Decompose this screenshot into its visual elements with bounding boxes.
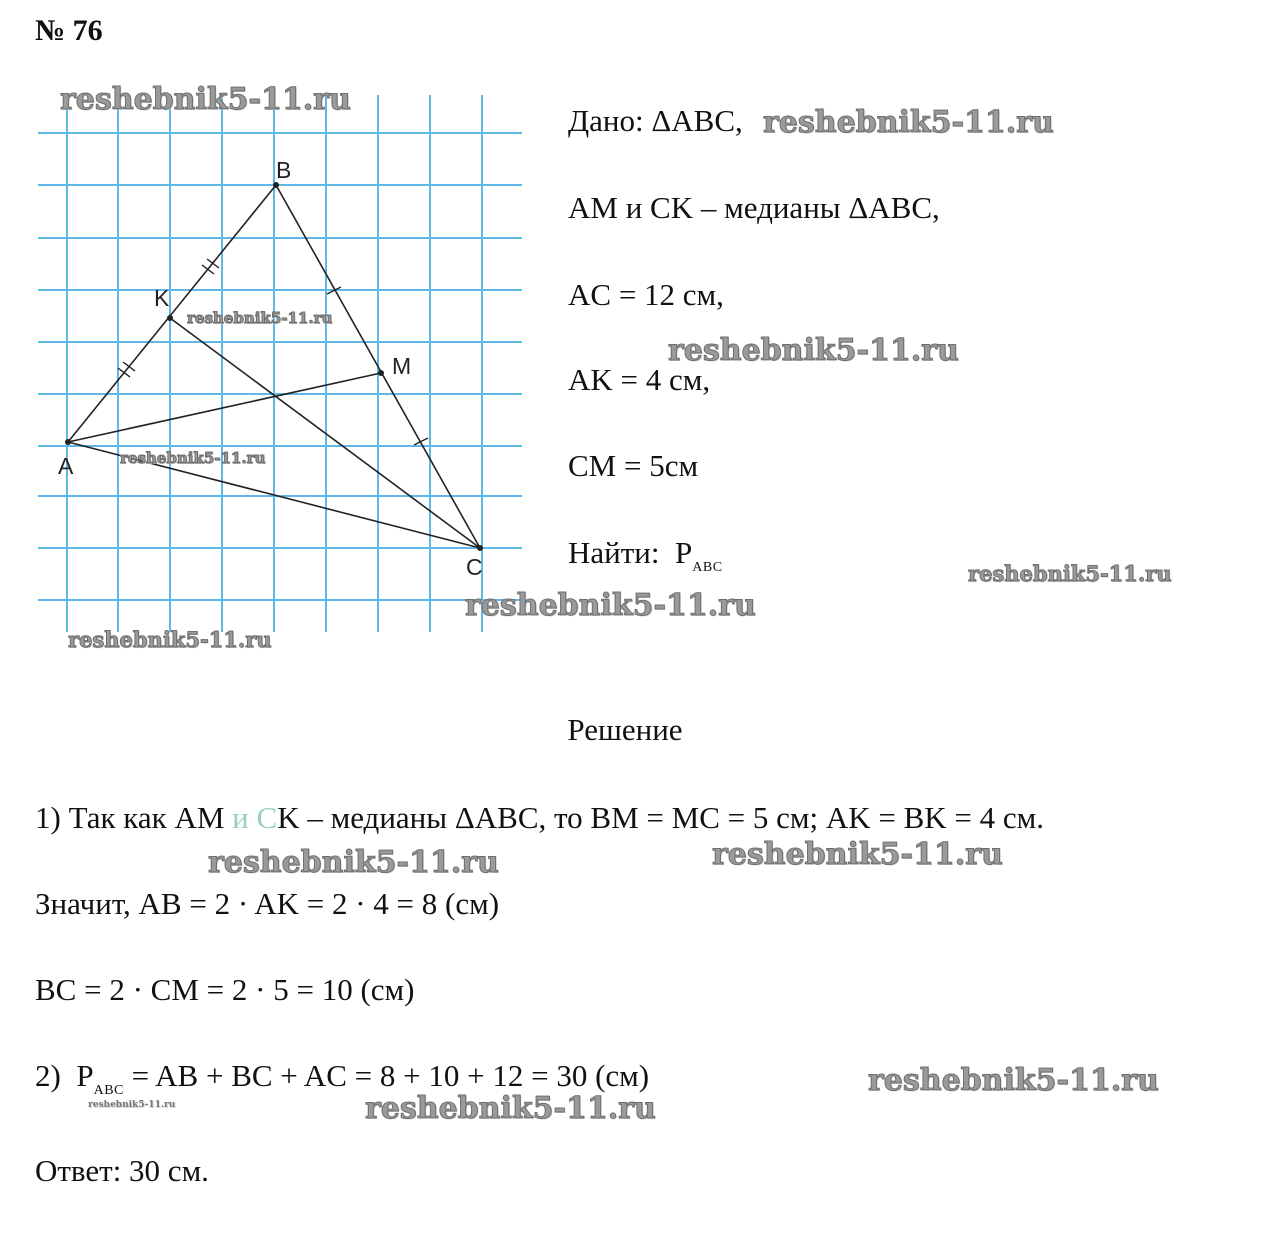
label-c: C: [466, 554, 483, 580]
watermark: reshebnik5-11.ru: [868, 1063, 1159, 1098]
label-k: K: [154, 285, 170, 311]
given-line-4: AK = 4 см,: [568, 362, 711, 397]
step2-subscript: ABC: [93, 1083, 124, 1098]
given-line-3: AC = 12 см,: [568, 277, 724, 312]
label-a: A: [58, 453, 74, 479]
watermark: reshebnik5-11.ru: [763, 105, 1054, 140]
find-prefix: Найти:: [568, 535, 660, 570]
solution-step-1: [35, 800, 1044, 836]
step2-rest: = AB + BC + AC = 8 + 10 + 12 = 30 (см): [123, 1058, 650, 1093]
watermark: reshebnik5-11.ru: [68, 627, 272, 652]
problem-number: № 76: [35, 14, 103, 47]
find-subscript: ABC: [692, 560, 723, 575]
step2-prefix: 2): [35, 1058, 61, 1093]
solution-heading: Решение: [567, 712, 683, 747]
given-line-2: AM и CK – медианы ΔABC,: [568, 190, 940, 225]
step1-part-a: 1) Так как AM: [35, 800, 225, 835]
step1-part-b: и: [224, 800, 257, 835]
step1-part-d: K – медианы ΔABC, то BM = MC = 5 см; AK = BK = 4 см.: [277, 800, 1045, 835]
given-line-1: Дано: ΔABC,: [568, 103, 743, 138]
label-b: B: [276, 157, 292, 183]
solution-step-1-ab: Значит, AB = 2 · AK = 2 · 4 = 8 (см): [35, 886, 500, 921]
watermark: reshebnik5-11.ru: [668, 333, 959, 368]
watermark: reshebnik5-11.ru: [208, 845, 499, 880]
label-m: M: [392, 353, 412, 379]
step1-part-c: C: [256, 800, 278, 835]
given-line-5: CM = 5см: [568, 448, 699, 483]
watermark: reshebnik5-11.ru: [712, 837, 1003, 872]
watermark: reshebnik5-11.ru: [60, 82, 351, 117]
watermark: reshebnik5-11.ru: [465, 588, 756, 623]
watermark: reshebnik5-11.ru: [187, 309, 333, 327]
answer: Ответ: 30 см.: [35, 1153, 209, 1188]
step2-perimeter: P: [76, 1058, 94, 1093]
find-line: [568, 535, 723, 576]
solution-step-1-bc: BC = 2 · CM = 2 · 5 = 10 (см): [35, 972, 415, 1007]
watermark: reshebnik5-11.ru: [120, 449, 266, 467]
find-perimeter: P: [675, 535, 693, 570]
watermark: reshebnik5-11.ru: [88, 1100, 176, 1110]
watermark: reshebnik5-11.ru: [968, 561, 1172, 586]
watermark: reshebnik5-11.ru: [365, 1091, 656, 1126]
